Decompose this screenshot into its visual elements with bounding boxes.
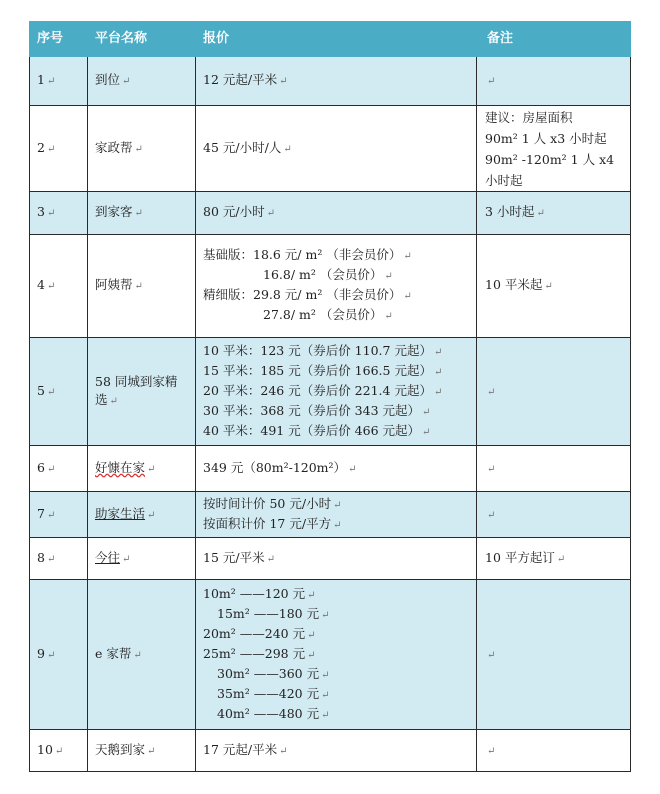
price-text: 10m² ——120 元 — [203, 585, 306, 601]
cell-note — [477, 538, 631, 580]
cell-price — [196, 730, 477, 772]
cell-price — [196, 235, 477, 338]
note-text: 90m² 1 人 x3 小时起 — [485, 130, 607, 146]
cell-no — [30, 235, 88, 338]
price-line — [203, 286, 469, 306]
table-row — [30, 57, 631, 106]
price-text: 80 元/小时 — [203, 204, 265, 219]
paragraph-mark: ↵ — [433, 346, 443, 358]
paragraph-mark: ↵ — [54, 745, 64, 757]
cell-platform — [88, 730, 196, 772]
cell-no — [30, 446, 88, 492]
paragraph-mark: ↵ — [147, 509, 156, 521]
price-text: 20m² ——240 元 — [203, 625, 306, 641]
cell-platform — [88, 538, 196, 580]
paragraph-mark: ↵ — [536, 208, 545, 219]
table-row — [30, 235, 631, 338]
price-line — [203, 685, 469, 705]
cell-note — [477, 106, 631, 192]
price-line — [203, 382, 469, 402]
price-text: 27.8/ m² （会员价） — [263, 307, 383, 322]
paragraph-mark: ↵ — [433, 366, 443, 378]
paragraph-mark: ↵ — [307, 589, 316, 601]
paragraph-mark: ↵ — [348, 463, 357, 475]
price-text: 40 平米：491 元（券后价 466 元起） — [203, 422, 421, 438]
paragraph-mark: ↵ — [46, 281, 56, 292]
price-line — [203, 625, 469, 645]
paragraph-mark: ↵ — [487, 745, 496, 757]
row-number: 1 — [37, 72, 45, 87]
row-number: 7 — [37, 505, 45, 521]
price-text: 25m² ——298 元 — [203, 645, 306, 661]
platform-name: 阿姨帮 — [95, 277, 133, 292]
price-text: 349 元（80m²-120m²） — [203, 459, 347, 475]
note-text: 10 平米起 — [485, 277, 543, 292]
price-text: 15 元/平米 — [203, 549, 265, 565]
cell-note — [477, 492, 631, 538]
cell-note — [477, 730, 631, 772]
cell-no — [30, 492, 88, 538]
header-note: 备注 — [477, 22, 631, 57]
price-line — [203, 139, 469, 159]
paragraph-mark: ↵ — [487, 509, 496, 521]
paragraph-mark: ↵ — [279, 76, 288, 87]
cell-no — [30, 106, 88, 192]
paragraph-mark: ↵ — [384, 311, 393, 322]
note-text: 10 平方起订 — [485, 549, 555, 565]
paragraph-mark: ↵ — [134, 143, 143, 155]
paragraph-mark: ↵ — [321, 689, 330, 701]
note-text: 小时起 — [485, 172, 523, 188]
paragraph-mark: ↵ — [487, 463, 496, 475]
paragraph-mark: ↵ — [134, 281, 143, 292]
header-price: 报价 — [196, 22, 477, 57]
price-line — [203, 585, 469, 605]
row-number: 9 — [37, 645, 45, 661]
header-no: 序号 — [30, 22, 88, 57]
platform-name: 到位 — [95, 72, 121, 87]
cell-note — [477, 338, 631, 446]
price-line — [203, 246, 469, 266]
table-row — [30, 192, 631, 235]
price-table — [29, 21, 631, 772]
price-text: 45 元/小时/人 — [203, 139, 282, 155]
row-number: 3 — [37, 204, 45, 219]
price-text: 12 元起/平米 — [203, 72, 278, 87]
header-row — [30, 22, 631, 57]
price-line — [203, 71, 469, 91]
price-text: 40m² ——480 元 — [217, 705, 320, 721]
cell-platform — [88, 338, 196, 446]
cell-price — [196, 338, 477, 446]
platform-name[interactable]: 助家生活 — [95, 505, 146, 521]
cell-price — [196, 538, 477, 580]
paragraph-mark: ↵ — [46, 553, 56, 565]
table-row — [30, 338, 631, 446]
note-text: 建议：房屋面积 — [485, 109, 573, 125]
note-line — [485, 128, 623, 149]
paragraph-mark: ↵ — [487, 76, 496, 87]
price-text: 30m² ——360 元 — [217, 665, 320, 681]
price-text: 基础版：18.6 元/ m² （非会员价） — [203, 247, 402, 262]
cell-note — [477, 446, 631, 492]
paragraph-mark: ↵ — [544, 281, 553, 292]
paragraph-mark: ↵ — [134, 208, 143, 219]
table-row — [30, 106, 631, 192]
price-text: 按时间计价 50 元/小时 — [203, 495, 332, 511]
price-line — [203, 459, 469, 479]
cell-price — [196, 492, 477, 538]
platform-name: 家政帮 — [95, 139, 133, 155]
price-text: 20 平米：246 元（券后价 221.4 元起） — [203, 382, 432, 398]
price-text: 15 平米：185 元（券后价 166.5 元起） — [203, 362, 432, 378]
note-text: 3 小时起 — [485, 204, 535, 219]
price-text: 按面积计价 17 元/平方 — [203, 515, 332, 531]
paragraph-mark: ↵ — [147, 745, 156, 757]
table-row — [30, 492, 631, 538]
paragraph-mark: ↵ — [307, 629, 316, 641]
cell-price — [196, 57, 477, 106]
paragraph-mark: ↵ — [266, 208, 275, 219]
cell-note — [477, 57, 631, 106]
cell-platform — [88, 492, 196, 538]
price-text: 精细版：29.8 元/ m² （非会员价） — [203, 287, 402, 302]
cell-platform — [88, 192, 196, 235]
cell-no — [30, 730, 88, 772]
row-number: 8 — [37, 549, 45, 565]
table-body — [30, 57, 631, 772]
paragraph-mark: ↵ — [403, 291, 412, 302]
cell-platform — [88, 57, 196, 106]
table-row — [30, 446, 631, 492]
cell-price — [196, 446, 477, 492]
paragraph-mark: ↵ — [422, 426, 431, 438]
platform-name: 58 同城到家精选 — [95, 373, 178, 407]
table-row — [30, 580, 631, 730]
paragraph-mark: ↵ — [307, 649, 316, 661]
row-number: 6 — [37, 459, 45, 475]
cell-no — [30, 338, 88, 446]
paragraph-mark: ↵ — [433, 386, 443, 398]
cell-price — [196, 580, 477, 730]
cell-price — [196, 192, 477, 235]
note-line — [485, 549, 623, 569]
paragraph-mark: ↵ — [283, 143, 292, 155]
cell-note — [477, 580, 631, 730]
price-line — [203, 741, 469, 761]
platform-name: 天鹅到家 — [95, 741, 146, 757]
paragraph-mark: ↵ — [46, 76, 56, 87]
note-line — [485, 170, 623, 191]
row-number: 5 — [37, 382, 45, 398]
cell-price — [196, 106, 477, 192]
price-text: 35m² ——420 元 — [217, 685, 320, 701]
paragraph-mark: ↵ — [403, 251, 412, 262]
paragraph-mark: ↵ — [133, 649, 142, 661]
table-row — [30, 730, 631, 772]
price-line — [203, 515, 469, 535]
paragraph-mark: ↵ — [122, 553, 131, 565]
price-line — [203, 362, 469, 382]
price-line — [203, 705, 469, 725]
paragraph-mark: ↵ — [46, 386, 56, 398]
paragraph-mark: ↵ — [487, 386, 496, 398]
price-text: 30 平米：368 元（券后价 343 元起） — [203, 402, 421, 418]
paragraph-mark: ↵ — [321, 669, 330, 681]
price-line — [203, 605, 469, 625]
cell-note — [477, 235, 631, 338]
paragraph-mark: ↵ — [46, 649, 56, 661]
cell-no — [30, 57, 88, 106]
price-line — [203, 306, 469, 326]
price-line — [203, 645, 469, 665]
note-text: 90m² -120m² 1 人 x4 — [485, 151, 615, 167]
paragraph-mark: ↵ — [333, 519, 342, 531]
price-text: 10 平米：123 元（券后价 110.7 元起） — [203, 342, 432, 358]
paragraph-mark: ↵ — [46, 509, 56, 521]
price-text: 17 元起/平米 — [203, 741, 278, 757]
cell-platform — [88, 446, 196, 492]
note-line — [485, 203, 623, 223]
cell-platform — [88, 580, 196, 730]
paragraph-mark: ↵ — [109, 395, 118, 407]
paragraph-mark: ↵ — [384, 271, 393, 282]
price-line — [203, 342, 469, 362]
cell-no — [30, 580, 88, 730]
paragraph-mark: ↵ — [46, 143, 56, 155]
cell-platform — [88, 106, 196, 192]
cell-no — [30, 192, 88, 235]
paragraph-mark: ↵ — [279, 745, 288, 757]
paragraph-mark: ↵ — [333, 499, 342, 511]
header-platform: 平台名称 — [88, 22, 196, 57]
cell-platform — [88, 235, 196, 338]
price-text: 15m² ——180 元 — [217, 605, 320, 621]
price-line — [203, 402, 469, 422]
platform-name[interactable]: 今往 — [95, 549, 121, 565]
note-line — [485, 276, 623, 296]
paragraph-mark: ↵ — [321, 709, 330, 721]
paragraph-mark: ↵ — [556, 553, 566, 565]
paragraph-mark: ↵ — [46, 463, 56, 475]
row-number: 4 — [37, 277, 45, 292]
paragraph-mark: ↵ — [321, 609, 330, 621]
paragraph-mark: ↵ — [487, 649, 496, 661]
platform-name: e 家帮 — [95, 645, 132, 661]
price-line — [203, 665, 469, 685]
price-text: 16.8/ m² （会员价） — [263, 267, 383, 282]
paragraph-mark: ↵ — [266, 553, 275, 565]
cell-note — [477, 192, 631, 235]
price-line — [203, 549, 469, 569]
paragraph-mark: ↵ — [147, 463, 156, 475]
cell-no — [30, 538, 88, 580]
price-line — [203, 422, 469, 442]
paragraph-mark: ↵ — [422, 406, 431, 418]
price-line — [203, 203, 469, 223]
row-number: 10 — [37, 741, 53, 757]
table-row — [30, 538, 631, 580]
note-line — [485, 107, 623, 128]
row-number: 2 — [37, 139, 45, 155]
paragraph-mark: ↵ — [122, 76, 131, 87]
price-line — [203, 266, 469, 286]
paragraph-mark: ↵ — [46, 208, 56, 219]
platform-name: 好慷在家 — [95, 459, 146, 475]
price-line — [203, 495, 469, 515]
note-line — [485, 149, 623, 170]
platform-name: 到家客 — [95, 204, 133, 219]
